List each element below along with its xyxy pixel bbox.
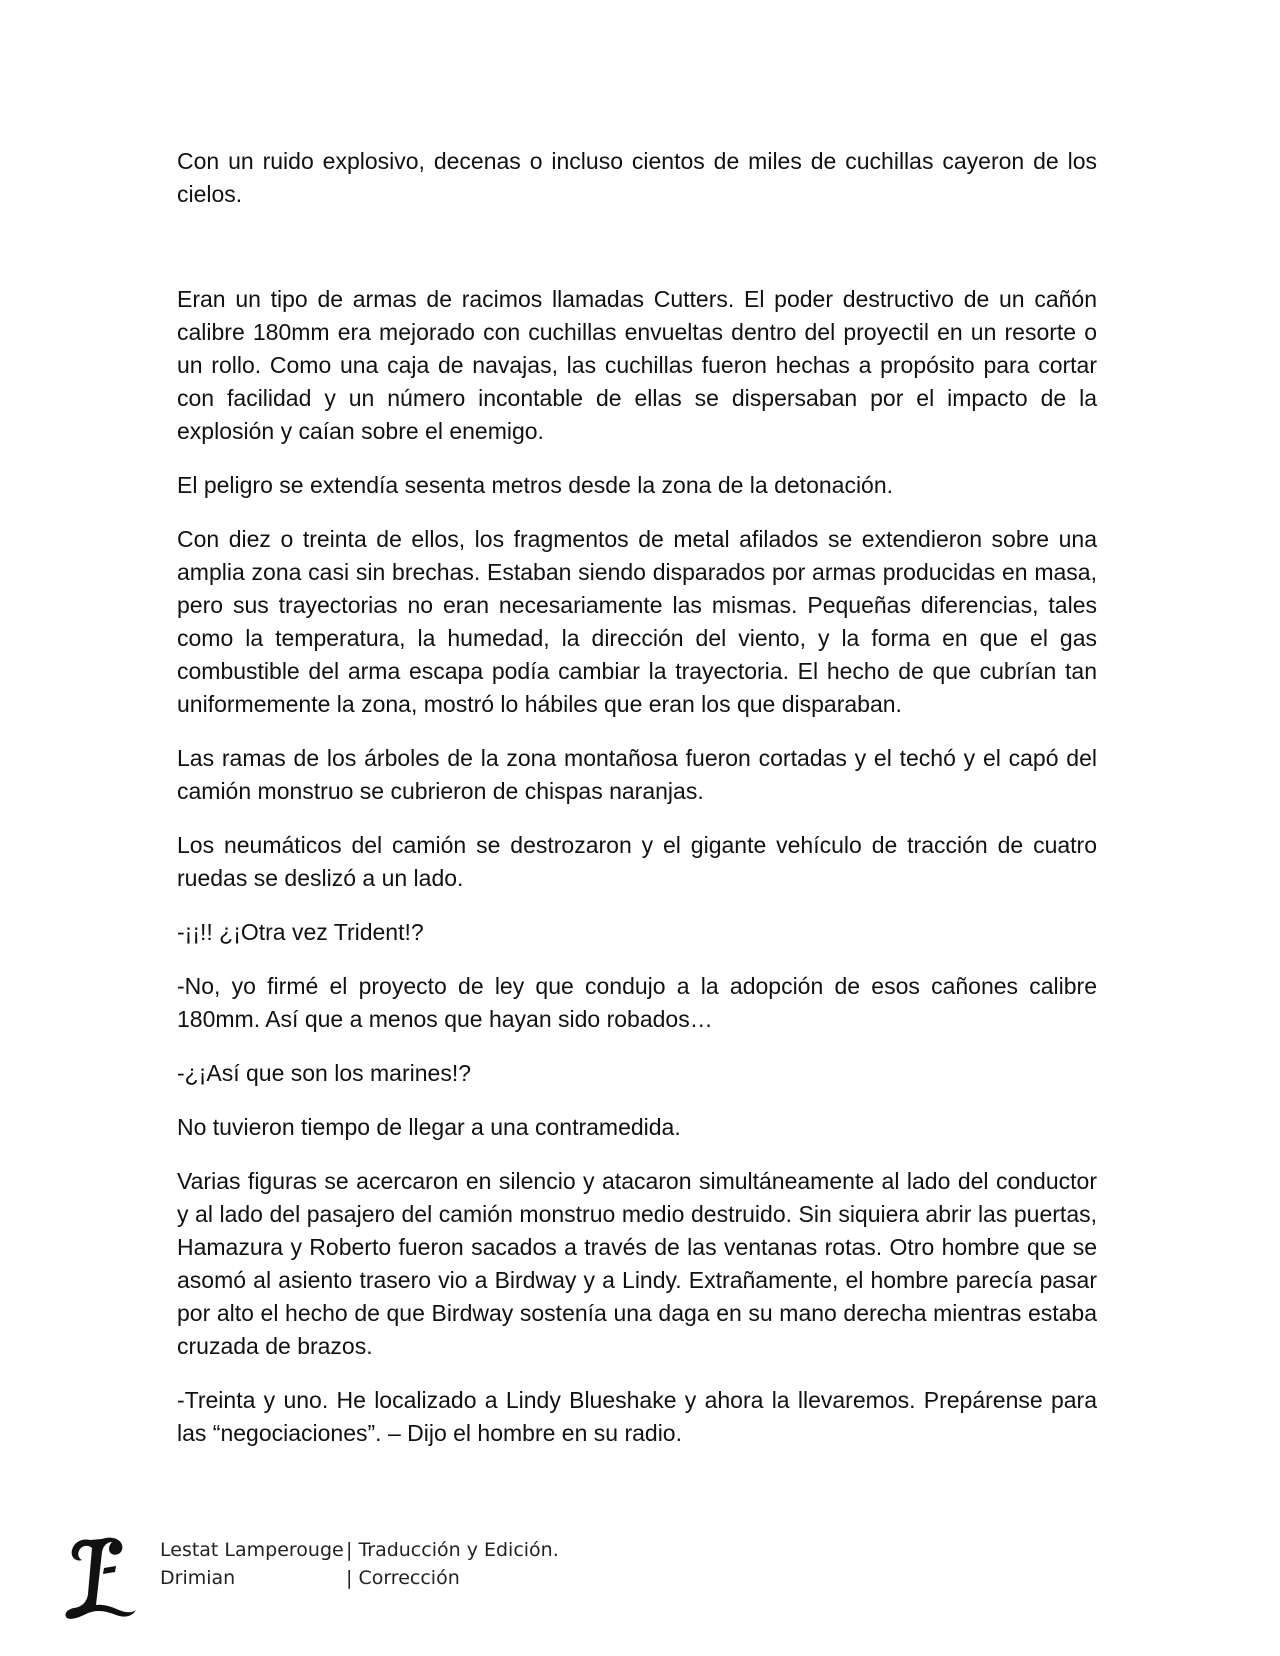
paragraph: No tuvieron tiempo de llegar a una contramedida.	[177, 1114, 681, 1140]
dialogue-line: -¿¡Así que son los marines!?	[177, 1060, 472, 1086]
credits-block	[160, 1536, 559, 1592]
credit-role: | Corrección	[346, 1567, 460, 1589]
paragraph: Los neumáticos del camión se destrozaron y el gigante vehículo de tracción de cuatro ruedas se deslizó a un lado.	[177, 832, 1097, 891]
credit-row	[160, 1536, 559, 1564]
paragraph: Con un ruido explosivo, decenas o incluso cientos de miles de cuchillas cayeron de los cielos.	[177, 148, 1097, 207]
credit-role: | Traducción y Edición.	[346, 1539, 559, 1561]
dialogue-line: -Treinta y uno. He localizado a Lindy Blueshake y ahora la llevaremos. Prepárense para las “negociaciones”. – Dijo el hombre en su radio.	[177, 1387, 1097, 1446]
dialogue-line: -No, yo firmé el proyecto de ley que condujo a la adopción de esos cañones calibre 180mm. Así que a menos que hayan sido robados…	[177, 973, 1097, 1032]
page-footer	[60, 1532, 760, 1622]
paragraph: Con diez o treinta de ellos, los fragmentos de metal afilados se extendieron sobre una amplia zona casi sin brechas. Estaban siendo disparados por armas producidas en masa, pero sus trayectorias no eran necesariamente las mismas. Pequeñas diferencias, tales como la temperatura, la humedad, la dirección del viento, y la forma en que el gas combustible del arma escapa podía cambiar la trayectoria. El hecho de que cubrían tan uniformemente la zona, mostró lo hábiles que eran los que disparaban.	[177, 526, 1097, 717]
paragraph: Varias figuras se acercaron en silencio y atacaron simultáneamente al lado del conductor y al lado del pasajero del camión monstruo medio destruido. Sin siquiera abrir las puertas, Hamazura y Roberto fueron sacados a través de las ventanas rotas. Otro hombre que se asomó al asiento trasero vio a Birdway y a Lindy. Extrañamente, el hombre parecía pasar por alto el hecho de que Birdway sostenía una daga en su mano derecha mientras estaba cruzada de brazos.	[177, 1168, 1097, 1359]
paragraph: Eran un tipo de armas de racimos llamadas Cutters. El poder destructivo de un cañón calibre 180mm era mejorado con cuchillas envueltas dentro del proyectil en un resorte o un rollo. Como una caja de navajas, las cuchillas fueron hechas a propósito para cortar con facilidad y un número incontable de ellas se dispersaban por el impacto de la explosión y caían sobre el enemigo.	[177, 286, 1097, 444]
credit-name: Drimian	[160, 1567, 236, 1589]
credit-name: Lestat Lamperouge	[160, 1539, 344, 1561]
document-body	[177, 145, 1097, 1471]
paragraph: El peligro se extendía sesenta metros desde la zona de la detonación.	[177, 472, 894, 498]
credit-row	[160, 1564, 559, 1592]
gothic-letter-l-icon	[60, 1532, 140, 1622]
dialogue-line: -¡¡!! ¿¡Otra vez Trident!?	[177, 919, 424, 945]
paragraph: Las ramas de los árboles de la zona montañosa fueron cortadas y el techó y el capó del camión monstruo se cubrieron de chispas naranjas.	[177, 745, 1097, 804]
